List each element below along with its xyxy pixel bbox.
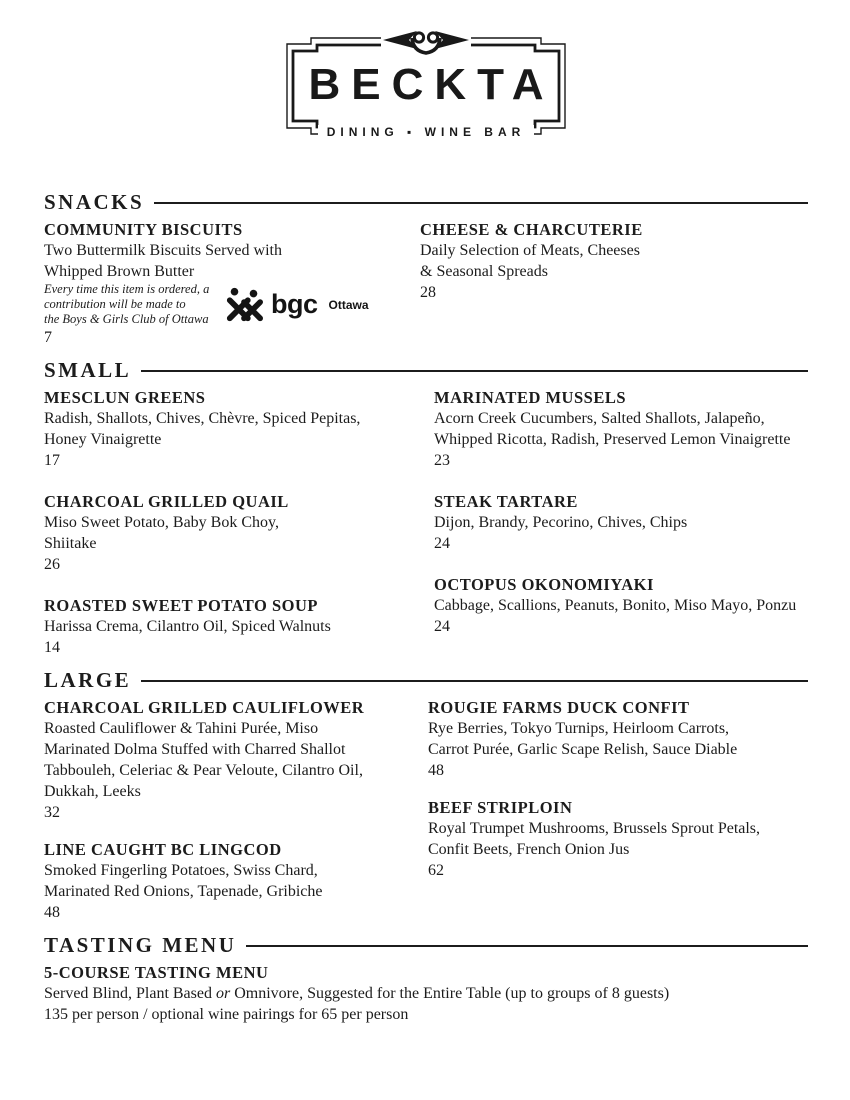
section-rule	[141, 680, 808, 682]
item-name: LINE CAUGHT BC LINGCOD	[44, 840, 282, 859]
section-header	[44, 668, 808, 693]
item-description-line: Dukkah, Leeks	[44, 783, 141, 800]
item-description-line: Dijon, Brandy, Pecorino, Chives, Chips	[434, 514, 688, 531]
item-description-line: Radish, Shallots, Chives, Chèvre, Spiced Pepitas,	[44, 410, 361, 427]
bgc-ottawa-logo	[222, 286, 369, 324]
item-description-line: Daily Selection of Meats, Cheeses	[420, 242, 640, 259]
menu-item-5-course-tasting-menu	[44, 962, 808, 1025]
menu-item-charcoal-grilled-quail	[44, 491, 420, 575]
column-right	[420, 697, 808, 923]
item-name: 5-COURSE TASTING MENU	[44, 963, 269, 982]
item-description-line: Royal Trumpet Mushrooms, Brussels Sprout Petals,	[428, 820, 761, 837]
menu-item-marinated-mussels	[434, 387, 808, 471]
item-price: 17	[44, 452, 60, 469]
bgc-region-label: Ottawa	[328, 297, 369, 312]
section-snacks	[44, 190, 808, 348]
item-name: CHARCOAL GRILLED CAULIFLOWER	[44, 698, 365, 717]
menu-item-beef-striploin	[428, 797, 808, 881]
bgc-figures-icon	[222, 286, 266, 324]
menu-item-mesclun-greens	[44, 387, 420, 471]
menu-item-octopus-okonomiyaki	[434, 574, 808, 637]
item-description-line: Harissa Crema, Cilantro Oil, Spiced Walnuts	[44, 618, 331, 635]
item-price: 14	[44, 639, 60, 656]
item-description-line: Honey Vinaigrette	[44, 431, 162, 448]
item-description-line: Rye Berries, Tokyo Turnips, Heirloom Carrots,	[428, 720, 730, 737]
menu-item-rougie-farms-duck-confit	[428, 697, 808, 781]
section-columns	[44, 219, 808, 348]
item-name: CHARCOAL GRILLED QUAIL	[44, 492, 289, 511]
item-description-line: Roasted Cauliflower & Tahini Purée, Miso	[44, 720, 319, 737]
column-left	[44, 219, 420, 348]
section-large	[44, 668, 808, 923]
section-columns	[44, 697, 808, 923]
section-header	[44, 933, 808, 958]
item-name: BEEF STRIPLOIN	[428, 798, 573, 817]
item-name: MARINATED MUSSELS	[434, 388, 627, 407]
logo-block	[44, 24, 808, 150]
item-description-line: Carrot Purée, Garlic Scape Relish, Sauce Diable	[428, 741, 738, 758]
section-title: LARGE	[44, 668, 132, 692]
menu-item-community-biscuits	[44, 219, 420, 348]
item-description-line: Shiitake	[44, 535, 97, 552]
tasting-price-line: 135 per person / optional wine pairings for 65 per person	[44, 1006, 409, 1023]
item-description-line: Whipped Brown Butter	[44, 263, 195, 280]
section-rule	[246, 945, 808, 947]
charity-note-line: the Boys & Girls Club of Ottawa	[44, 312, 209, 326]
column-left	[44, 697, 420, 923]
section-header	[44, 358, 808, 383]
item-name: ROUGIE FARMS DUCK CONFIT	[428, 698, 690, 717]
bgc-wordmark: bgc	[271, 289, 318, 319]
tasting-desc-post: Omnivore, Suggested for the Entire Table (up to groups of 8 guests)	[230, 985, 670, 1002]
brand-tagline-text: DINING ▪ WINE BAR	[318, 125, 535, 139]
item-price: 26	[44, 556, 60, 573]
menu-item-cheese-charcuterie	[420, 219, 808, 303]
section-title: TASTING MENU	[44, 933, 237, 957]
tasting-desc-pre: Served Blind, Plant Based	[44, 985, 216, 1002]
charity-note-line: Every time this item is ordered, a	[44, 282, 210, 296]
menu-item-steak-tartare	[434, 491, 808, 554]
brand-name: BECKTA	[308, 60, 555, 109]
item-description-line: Whipped Ricotta, Radish, Preserved Lemon Vinaigrette	[434, 431, 791, 448]
section-title: SMALL	[44, 358, 132, 382]
item-description-line: Acorn Creek Cucumbers, Salted Shallots, Jalapeño,	[434, 410, 765, 427]
item-description-line: Marinated Red Onions, Tapenade, Gribiche	[44, 883, 323, 900]
item-name: STEAK TARTARE	[434, 492, 578, 511]
brand-tagline	[271, 123, 581, 141]
beckta-logo	[271, 24, 581, 150]
item-description-line: Miso Sweet Potato, Baby Bok Choy,	[44, 514, 279, 531]
item-price: 7	[44, 329, 52, 346]
menu-item-roasted-sweet-potato-soup	[44, 595, 420, 658]
tasting-desc-or: or	[215, 985, 231, 1002]
menu-item-charcoal-grilled-cauliflower	[44, 697, 420, 823]
section-rule	[141, 370, 808, 372]
section-columns	[44, 387, 808, 658]
item-description-line: Cabbage, Scallions, Peanuts, Bonito, Miso Mayo, Ponzu	[434, 597, 797, 614]
menu-item-line-caught-bc-lingcod	[44, 839, 420, 923]
column-right	[420, 219, 808, 348]
item-description-line: Smoked Fingerling Potatoes, Swiss Chard,	[44, 862, 318, 879]
item-name: OCTOPUS OKONOMIYAKI	[434, 575, 654, 594]
charity-note-line: contribution will be made to	[44, 297, 186, 311]
item-name: ROASTED SWEET POTATO SOUP	[44, 596, 318, 615]
section-title: SNACKS	[44, 190, 145, 214]
item-description-line: Two Buttermilk Biscuits Served with	[44, 242, 282, 259]
item-description-line: Marinated Dolma Stuffed with Charred Shallot	[44, 741, 346, 758]
item-price: 62	[428, 862, 444, 879]
charity-note	[44, 282, 216, 327]
item-description-line: Tabbouleh, Celeriac & Pear Veloute, Cilantro Oil,	[44, 762, 363, 779]
charity-note-row	[44, 282, 420, 327]
item-price: 24	[434, 618, 450, 635]
item-price: 48	[428, 762, 444, 779]
section-header	[44, 190, 808, 215]
item-price: 48	[44, 904, 60, 921]
column-right	[420, 387, 808, 658]
item-description-line: Confit Beets, French Onion Jus	[428, 841, 630, 858]
item-price: 23	[434, 452, 450, 469]
item-price: 24	[434, 535, 450, 552]
item-description-line: & Seasonal Spreads	[420, 263, 548, 280]
item-description-line	[44, 983, 808, 1004]
section-rule	[154, 202, 808, 204]
section-small	[44, 358, 808, 658]
section-tasting-menu	[44, 933, 808, 1025]
item-name: CHEESE & CHARCUTERIE	[420, 220, 643, 239]
item-name: COMMUNITY BISCUITS	[44, 220, 243, 239]
item-price: 32	[44, 804, 60, 821]
item-name: MESCLUN GREENS	[44, 388, 206, 407]
item-price: 28	[420, 284, 436, 301]
column-left	[44, 387, 420, 658]
